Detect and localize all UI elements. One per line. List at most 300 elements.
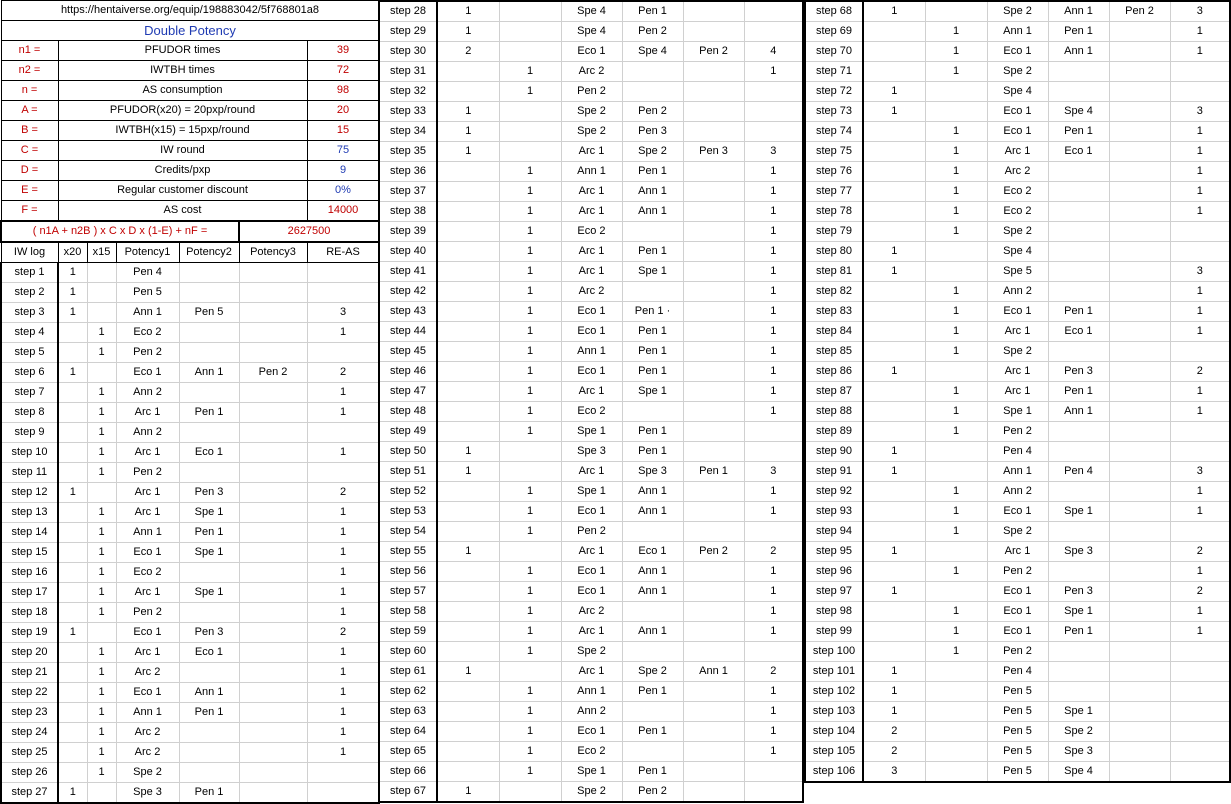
log-cell[interactable] bbox=[307, 263, 379, 283]
log-cell[interactable] bbox=[622, 222, 683, 242]
log-cell[interactable]: Pen 1 bbox=[1048, 622, 1109, 642]
log-cell[interactable]: Pen 2 bbox=[683, 542, 744, 562]
log-cell[interactable] bbox=[1109, 342, 1170, 362]
log-cell[interactable]: Eco 1 bbox=[987, 502, 1048, 522]
log-cell[interactable] bbox=[307, 283, 379, 303]
step-label-cell[interactable]: step 75 bbox=[805, 142, 863, 162]
log-cell[interactable] bbox=[239, 263, 307, 283]
log-cell[interactable]: 1 bbox=[744, 282, 803, 302]
log-cell[interactable]: Pen 1 bbox=[622, 762, 683, 782]
log-cell[interactable] bbox=[863, 322, 925, 342]
log-cell[interactable] bbox=[437, 562, 499, 582]
log-cell[interactable] bbox=[863, 522, 925, 542]
log-cell[interactable] bbox=[437, 302, 499, 322]
log-cell[interactable]: 1 bbox=[744, 342, 803, 362]
log-cell[interactable]: 1 bbox=[1170, 122, 1230, 142]
step-label-cell[interactable]: step 56 bbox=[379, 562, 437, 582]
log-cell[interactable]: 1 bbox=[925, 42, 987, 62]
step-label-cell[interactable]: step 9 bbox=[1, 423, 58, 443]
log-cell[interactable]: 1 bbox=[499, 322, 561, 342]
param-label-cell[interactable]: D = bbox=[1, 161, 58, 181]
log-cell[interactable]: Spe 1 bbox=[179, 543, 239, 563]
step-label-cell[interactable]: step 28 bbox=[379, 1, 437, 22]
log-cell[interactable] bbox=[622, 402, 683, 422]
log-cell[interactable]: 1 bbox=[437, 102, 499, 122]
log-cell[interactable] bbox=[683, 222, 744, 242]
log-cell[interactable] bbox=[863, 382, 925, 402]
log-cell[interactable]: 1 bbox=[925, 162, 987, 182]
log-cell[interactable]: Spe 2 bbox=[561, 782, 622, 803]
step-label-cell[interactable]: step 98 bbox=[805, 602, 863, 622]
log-cell[interactable]: 1 bbox=[744, 722, 803, 742]
log-cell[interactable]: 1 bbox=[499, 602, 561, 622]
step-label-cell[interactable]: step 81 bbox=[805, 262, 863, 282]
log-cell[interactable] bbox=[1048, 562, 1109, 582]
log-cell[interactable] bbox=[1109, 662, 1170, 682]
log-cell[interactable]: Pen 3 bbox=[179, 623, 239, 643]
step-label-cell[interactable]: step 14 bbox=[1, 523, 58, 543]
log-cell[interactable] bbox=[1109, 182, 1170, 202]
log-cell[interactable] bbox=[179, 563, 239, 583]
log-cell[interactable] bbox=[239, 443, 307, 463]
log-cell[interactable]: Spe 1 bbox=[561, 482, 622, 502]
log-cell[interactable] bbox=[863, 142, 925, 162]
formula-total-cell[interactable]: 2627500 bbox=[239, 221, 379, 242]
log-cell[interactable]: Arc 1 bbox=[561, 242, 622, 262]
log-cell[interactable] bbox=[87, 363, 116, 383]
log-cell[interactable]: Eco 1 bbox=[987, 42, 1048, 62]
log-cell[interactable]: Arc 1 bbox=[116, 483, 179, 503]
log-cell[interactable]: Ann 1 bbox=[116, 523, 179, 543]
log-cell[interactable] bbox=[622, 602, 683, 622]
log-cell[interactable]: 1 bbox=[863, 462, 925, 482]
log-cell[interactable] bbox=[239, 723, 307, 743]
log-cell[interactable] bbox=[239, 623, 307, 643]
log-cell[interactable] bbox=[499, 142, 561, 162]
log-cell[interactable] bbox=[683, 582, 744, 602]
log-cell[interactable]: 1 bbox=[744, 682, 803, 702]
param-label-cell[interactable]: n1 = bbox=[1, 41, 58, 61]
log-cell[interactable]: 1 bbox=[437, 462, 499, 482]
log-cell[interactable]: 1 bbox=[87, 643, 116, 663]
log-cell[interactable]: 1 bbox=[925, 302, 987, 322]
param-desc-cell[interactable]: Credits/pxp bbox=[58, 161, 307, 181]
step-label-cell[interactable]: step 63 bbox=[379, 702, 437, 722]
log-cell[interactable] bbox=[499, 662, 561, 682]
log-cell[interactable] bbox=[1170, 342, 1230, 362]
log-cell[interactable]: 1 bbox=[307, 383, 379, 403]
step-label-cell[interactable]: step 105 bbox=[805, 742, 863, 762]
log-cell[interactable]: 1 bbox=[437, 442, 499, 462]
log-cell[interactable]: 1 bbox=[863, 242, 925, 262]
step-label-cell[interactable]: step 44 bbox=[379, 322, 437, 342]
step-label-cell[interactable]: step 86 bbox=[805, 362, 863, 382]
log-cell[interactable]: 1 bbox=[925, 502, 987, 522]
log-cell[interactable] bbox=[622, 742, 683, 762]
log-cell[interactable]: 1 bbox=[863, 702, 925, 722]
log-cell[interactable] bbox=[499, 22, 561, 42]
log-cell[interactable]: 1 bbox=[925, 382, 987, 402]
log-cell[interactable] bbox=[179, 423, 239, 443]
log-cell[interactable]: Pen 4 bbox=[987, 442, 1048, 462]
log-cell[interactable]: 1 bbox=[87, 343, 116, 363]
log-cell[interactable]: Arc 1 bbox=[561, 622, 622, 642]
log-cell[interactable]: 1 bbox=[87, 403, 116, 423]
log-cell[interactable]: 1 bbox=[499, 302, 561, 322]
equip-url-cell[interactable]: https://hentaiverse.org/equip/198883042/5f768801a8 bbox=[1, 1, 379, 21]
log-cell[interactable] bbox=[437, 162, 499, 182]
log-cell[interactable]: Eco 1 bbox=[561, 722, 622, 742]
log-cell[interactable] bbox=[1109, 462, 1170, 482]
log-cell[interactable] bbox=[925, 242, 987, 262]
log-cell[interactable]: Pen 1 bbox=[622, 722, 683, 742]
log-cell[interactable] bbox=[683, 82, 744, 102]
log-cell[interactable]: Ann 1 bbox=[561, 682, 622, 702]
log-cell[interactable]: Spe 1 bbox=[1048, 502, 1109, 522]
log-cell[interactable]: 1 bbox=[863, 542, 925, 562]
log-cell[interactable]: 1 bbox=[744, 182, 803, 202]
log-cell[interactable] bbox=[1170, 642, 1230, 662]
log-cell[interactable]: Ann 1 bbox=[179, 363, 239, 383]
log-cell[interactable] bbox=[1048, 222, 1109, 242]
log-cell[interactable] bbox=[58, 703, 87, 723]
step-label-cell[interactable]: step 36 bbox=[379, 162, 437, 182]
log-cell[interactable] bbox=[863, 162, 925, 182]
log-cell[interactable] bbox=[1170, 82, 1230, 102]
log-cell[interactable] bbox=[744, 522, 803, 542]
log-cell[interactable]: 1 bbox=[1170, 302, 1230, 322]
log-cell[interactable]: 1 bbox=[925, 282, 987, 302]
log-cell[interactable] bbox=[437, 722, 499, 742]
log-cell[interactable]: Spe 1 bbox=[1048, 602, 1109, 622]
log-cell[interactable]: 1 bbox=[925, 22, 987, 42]
log-cell[interactable] bbox=[1170, 62, 1230, 82]
log-cell[interactable] bbox=[1109, 102, 1170, 122]
step-label-cell[interactable]: step 2 bbox=[1, 283, 58, 303]
log-cell[interactable] bbox=[683, 122, 744, 142]
log-cell[interactable] bbox=[1170, 702, 1230, 722]
log-cell[interactable]: Eco 1 bbox=[116, 363, 179, 383]
log-cell[interactable]: 1 bbox=[87, 743, 116, 763]
log-cell[interactable] bbox=[499, 102, 561, 122]
log-cell[interactable] bbox=[437, 242, 499, 262]
log-cell[interactable]: 1 bbox=[58, 263, 87, 283]
log-cell[interactable] bbox=[925, 462, 987, 482]
log-cell[interactable] bbox=[437, 642, 499, 662]
log-cell[interactable] bbox=[1109, 762, 1170, 783]
log-cell[interactable]: Arc 1 bbox=[561, 182, 622, 202]
log-cell[interactable] bbox=[87, 623, 116, 643]
log-cell[interactable] bbox=[683, 22, 744, 42]
step-label-cell[interactable]: step 53 bbox=[379, 502, 437, 522]
log-cell[interactable]: Spe 4 bbox=[1048, 102, 1109, 122]
log-cell[interactable]: Spe 2 bbox=[987, 62, 1048, 82]
log-cell[interactable]: 1 bbox=[499, 242, 561, 262]
log-cell[interactable]: 1 bbox=[87, 323, 116, 343]
log-cell[interactable]: Spe 3 bbox=[622, 462, 683, 482]
log-cell[interactable]: Ann 2 bbox=[987, 482, 1048, 502]
log-cell[interactable] bbox=[58, 643, 87, 663]
log-cell[interactable]: 1 bbox=[58, 363, 87, 383]
step-label-cell[interactable]: step 38 bbox=[379, 202, 437, 222]
log-cell[interactable]: 1 bbox=[744, 62, 803, 82]
log-cell[interactable]: Spe 1 bbox=[987, 402, 1048, 422]
log-cell[interactable]: Spe 2 bbox=[987, 342, 1048, 362]
log-cell[interactable]: Eco 1 bbox=[561, 42, 622, 62]
log-cell[interactable]: 4 bbox=[744, 42, 803, 62]
log-cell[interactable]: Ann 1 bbox=[622, 622, 683, 642]
log-cell[interactable]: Spe 2 bbox=[622, 662, 683, 682]
log-cell[interactable] bbox=[683, 382, 744, 402]
log-cell[interactable] bbox=[683, 742, 744, 762]
log-cell[interactable]: Spe 2 bbox=[561, 122, 622, 142]
log-cell[interactable]: Spe 4 bbox=[987, 242, 1048, 262]
log-cell[interactable] bbox=[1048, 642, 1109, 662]
log-cell[interactable]: 1 bbox=[1170, 182, 1230, 202]
log-cell[interactable]: 1 bbox=[1170, 322, 1230, 342]
log-cell[interactable] bbox=[499, 462, 561, 482]
log-cell[interactable]: Eco 1 bbox=[1048, 322, 1109, 342]
step-label-cell[interactable]: step 46 bbox=[379, 362, 437, 382]
log-cell[interactable] bbox=[683, 722, 744, 742]
log-cell[interactable] bbox=[58, 723, 87, 743]
log-cell[interactable]: 1 bbox=[744, 362, 803, 382]
sheet-title-cell[interactable]: Double Potency bbox=[1, 21, 379, 41]
log-cell[interactable] bbox=[58, 563, 87, 583]
log-cell[interactable]: Arc 1 bbox=[987, 142, 1048, 162]
log-cell[interactable]: 1 bbox=[499, 182, 561, 202]
log-cell[interactable]: 1 bbox=[437, 1, 499, 22]
log-cell[interactable] bbox=[1109, 682, 1170, 702]
log-cell[interactable] bbox=[683, 162, 744, 182]
log-cell[interactable]: Ann 2 bbox=[116, 383, 179, 403]
log-cell[interactable] bbox=[239, 403, 307, 423]
log-cell[interactable]: 1 bbox=[499, 382, 561, 402]
log-cell[interactable]: Pen 5 bbox=[987, 742, 1048, 762]
log-cell[interactable]: 1 bbox=[499, 502, 561, 522]
log-cell[interactable]: Pen 2 bbox=[116, 343, 179, 363]
step-label-cell[interactable]: step 1 bbox=[1, 263, 58, 283]
log-cell[interactable] bbox=[1109, 582, 1170, 602]
log-cell[interactable]: Ann 2 bbox=[116, 423, 179, 443]
log-cell[interactable] bbox=[58, 523, 87, 543]
log-cell[interactable]: 1 bbox=[925, 182, 987, 202]
log-cell[interactable] bbox=[239, 583, 307, 603]
log-cell[interactable]: 1 bbox=[307, 683, 379, 703]
log-cell[interactable]: Spe 2 bbox=[987, 1, 1048, 22]
log-cell[interactable] bbox=[863, 42, 925, 62]
log-cell[interactable]: 1 bbox=[1170, 162, 1230, 182]
log-cell[interactable]: Spe 3 bbox=[1048, 742, 1109, 762]
log-cell[interactable]: Spe 3 bbox=[116, 783, 179, 804]
step-label-cell[interactable]: step 101 bbox=[805, 662, 863, 682]
log-cell[interactable]: 1 bbox=[925, 402, 987, 422]
log-cell[interactable]: 1 bbox=[925, 342, 987, 362]
log-cell[interactable]: Arc 2 bbox=[987, 162, 1048, 182]
log-cell[interactable] bbox=[1109, 402, 1170, 422]
log-cell[interactable] bbox=[683, 702, 744, 722]
log-cell[interactable] bbox=[925, 442, 987, 462]
log-cell[interactable]: 1 bbox=[307, 323, 379, 343]
log-cell[interactable]: Ann 1 bbox=[987, 462, 1048, 482]
log-cell[interactable]: Spe 2 bbox=[116, 763, 179, 783]
log-cell[interactable] bbox=[499, 542, 561, 562]
log-cell[interactable]: Eco 1 bbox=[561, 302, 622, 322]
log-cell[interactable] bbox=[863, 182, 925, 202]
log-cell[interactable]: Spe 2 bbox=[1048, 722, 1109, 742]
log-cell[interactable]: 1 bbox=[499, 482, 561, 502]
log-cell[interactable]: 1 bbox=[307, 563, 379, 583]
log-cell[interactable]: 1 bbox=[58, 303, 87, 323]
log-cell[interactable] bbox=[437, 382, 499, 402]
step-label-cell[interactable]: step 33 bbox=[379, 102, 437, 122]
step-label-cell[interactable]: step 16 bbox=[1, 563, 58, 583]
log-cell[interactable]: 1 bbox=[925, 322, 987, 342]
log-cell[interactable]: Pen 1 bbox=[1048, 22, 1109, 42]
log-cell[interactable]: Eco 1 bbox=[561, 502, 622, 522]
log-cell[interactable]: 1 bbox=[58, 283, 87, 303]
log-cell[interactable] bbox=[1109, 482, 1170, 502]
log-cell[interactable]: 1 bbox=[307, 663, 379, 683]
log-cell[interactable]: Pen 2 bbox=[561, 82, 622, 102]
log-cell[interactable] bbox=[925, 742, 987, 762]
step-label-cell[interactable]: step 50 bbox=[379, 442, 437, 462]
log-cell[interactable]: Ann 1 bbox=[683, 662, 744, 682]
log-cell[interactable]: 1 bbox=[1170, 402, 1230, 422]
log-cell[interactable] bbox=[239, 483, 307, 503]
log-cell[interactable]: 3 bbox=[1170, 102, 1230, 122]
log-cell[interactable]: Pen 2 bbox=[987, 642, 1048, 662]
log-header-cell[interactable]: IW log bbox=[1, 242, 58, 263]
log-cell[interactable]: Pen 3 bbox=[683, 142, 744, 162]
step-label-cell[interactable]: step 51 bbox=[379, 462, 437, 482]
step-label-cell[interactable]: step 7 bbox=[1, 383, 58, 403]
log-cell[interactable] bbox=[1109, 202, 1170, 222]
log-cell[interactable]: 2 bbox=[437, 42, 499, 62]
step-label-cell[interactable]: step 84 bbox=[805, 322, 863, 342]
log-cell[interactable]: Pen 1 bbox=[622, 242, 683, 262]
log-cell[interactable] bbox=[58, 383, 87, 403]
step-label-cell[interactable]: step 85 bbox=[805, 342, 863, 362]
log-cell[interactable] bbox=[863, 482, 925, 502]
log-cell[interactable] bbox=[239, 563, 307, 583]
log-cell[interactable] bbox=[179, 603, 239, 623]
log-cell[interactable] bbox=[744, 442, 803, 462]
log-cell[interactable]: Pen 1 bbox=[179, 703, 239, 723]
formula-text-cell[interactable]: ( n1A + n2B ) x C x D x (1-E) + nF = bbox=[1, 221, 239, 242]
log-cell[interactable] bbox=[744, 22, 803, 42]
log-cell[interactable]: Eco 1 bbox=[987, 122, 1048, 142]
log-cell[interactable] bbox=[683, 362, 744, 382]
step-label-cell[interactable]: step 23 bbox=[1, 703, 58, 723]
log-header-cell[interactable]: Potency1 bbox=[116, 242, 179, 263]
log-cell[interactable]: Spe 4 bbox=[987, 82, 1048, 102]
param-desc-cell[interactable]: AS consumption bbox=[58, 81, 307, 101]
log-cell[interactable] bbox=[683, 762, 744, 782]
log-cell[interactable] bbox=[437, 702, 499, 722]
log-cell[interactable]: 1 bbox=[744, 622, 803, 642]
log-cell[interactable]: Eco 1 bbox=[987, 302, 1048, 322]
param-label-cell[interactable]: F = bbox=[1, 201, 58, 222]
log-cell[interactable] bbox=[1109, 702, 1170, 722]
log-cell[interactable]: Spe 2 bbox=[987, 522, 1048, 542]
step-label-cell[interactable]: step 17 bbox=[1, 583, 58, 603]
log-cell[interactable]: 1 bbox=[1170, 22, 1230, 42]
log-cell[interactable]: Eco 1 bbox=[561, 562, 622, 582]
log-cell[interactable]: Ann 1 bbox=[561, 162, 622, 182]
log-cell[interactable] bbox=[307, 463, 379, 483]
log-cell[interactable]: 1 bbox=[863, 662, 925, 682]
log-cell[interactable]: Eco 1 bbox=[987, 602, 1048, 622]
log-cell[interactable]: Pen 1 bbox=[622, 322, 683, 342]
log-cell[interactable] bbox=[683, 62, 744, 82]
log-cell[interactable] bbox=[863, 62, 925, 82]
step-label-cell[interactable]: step 91 bbox=[805, 462, 863, 482]
log-cell[interactable]: Pen 1 bbox=[179, 523, 239, 543]
log-cell[interactable]: Spe 3 bbox=[561, 442, 622, 462]
log-cell[interactable] bbox=[1109, 162, 1170, 182]
log-cell[interactable]: Ann 1 bbox=[622, 182, 683, 202]
log-cell[interactable]: Arc 2 bbox=[116, 723, 179, 743]
step-label-cell[interactable]: step 72 bbox=[805, 82, 863, 102]
step-label-cell[interactable]: step 52 bbox=[379, 482, 437, 502]
log-cell[interactable] bbox=[1048, 242, 1109, 262]
log-cell[interactable]: 1 bbox=[307, 523, 379, 543]
step-label-cell[interactable]: step 70 bbox=[805, 42, 863, 62]
log-cell[interactable]: 1 bbox=[499, 582, 561, 602]
log-cell[interactable] bbox=[683, 442, 744, 462]
log-cell[interactable]: 1 bbox=[87, 583, 116, 603]
param-desc-cell[interactable]: Regular customer discount bbox=[58, 181, 307, 201]
param-value-cell[interactable]: 14000 bbox=[307, 201, 379, 222]
log-cell[interactable]: 1 bbox=[437, 542, 499, 562]
log-cell[interactable]: 1 bbox=[499, 622, 561, 642]
log-cell[interactable]: 1 bbox=[87, 443, 116, 463]
log-cell[interactable] bbox=[499, 782, 561, 803]
param-label-cell[interactable]: n = bbox=[1, 81, 58, 101]
log-cell[interactable]: Eco 1 bbox=[179, 643, 239, 663]
log-cell[interactable]: Arc 2 bbox=[561, 62, 622, 82]
step-label-cell[interactable]: step 90 bbox=[805, 442, 863, 462]
log-cell[interactable] bbox=[1109, 262, 1170, 282]
log-cell[interactable]: Pen 3 bbox=[622, 122, 683, 142]
log-cell[interactable]: 1 bbox=[499, 202, 561, 222]
log-cell[interactable]: Ann 1 bbox=[116, 303, 179, 323]
log-cell[interactable] bbox=[499, 442, 561, 462]
log-cell[interactable] bbox=[1109, 62, 1170, 82]
log-cell[interactable] bbox=[1170, 242, 1230, 262]
log-cell[interactable] bbox=[925, 722, 987, 742]
log-cell[interactable] bbox=[239, 523, 307, 543]
log-cell[interactable] bbox=[1109, 322, 1170, 342]
log-cell[interactable] bbox=[58, 423, 87, 443]
log-cell[interactable]: 1 bbox=[307, 703, 379, 723]
log-cell[interactable] bbox=[239, 323, 307, 343]
log-cell[interactable] bbox=[863, 602, 925, 622]
log-cell[interactable]: Arc 1 bbox=[116, 503, 179, 523]
log-cell[interactable] bbox=[499, 42, 561, 62]
log-cell[interactable] bbox=[437, 422, 499, 442]
log-cell[interactable]: 1 bbox=[499, 162, 561, 182]
param-label-cell[interactable]: B = bbox=[1, 121, 58, 141]
log-cell[interactable] bbox=[683, 182, 744, 202]
log-header-cell[interactable]: RE-AS bbox=[307, 242, 379, 263]
log-cell[interactable] bbox=[1048, 162, 1109, 182]
log-cell[interactable] bbox=[1109, 222, 1170, 242]
log-cell[interactable]: 1 bbox=[437, 122, 499, 142]
log-cell[interactable]: 1 bbox=[744, 742, 803, 762]
log-cell[interactable] bbox=[499, 122, 561, 142]
